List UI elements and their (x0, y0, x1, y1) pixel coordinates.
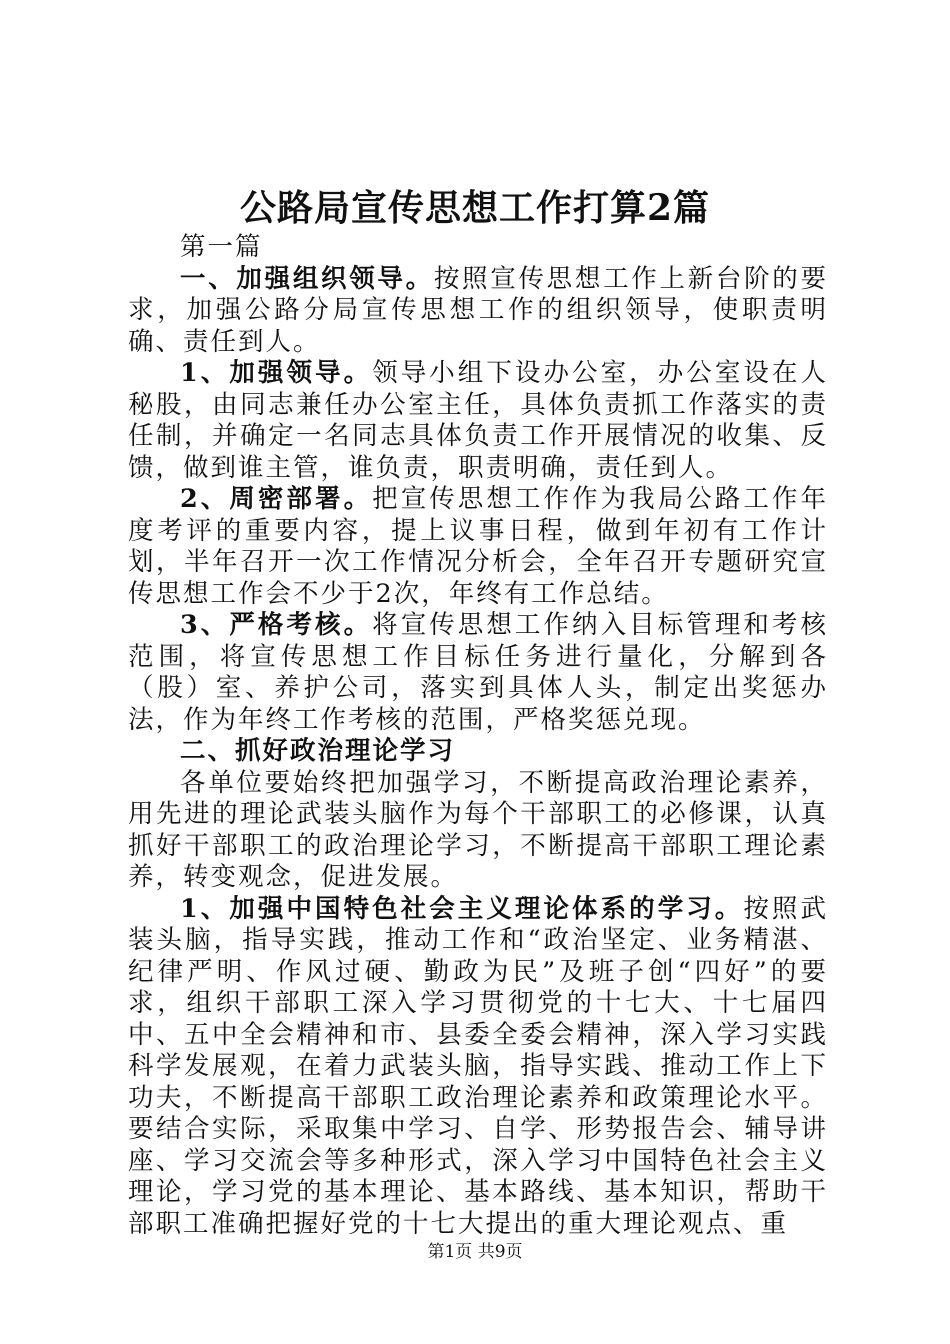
paragraph-heading: 1、加强领导。 (180, 358, 373, 388)
page-footer: 第1页 共9页 (427, 1242, 523, 1262)
paragraph-text: 把宣传思想工作作为我局公路工作年度考评的重要内容，提上议事日程，做到年初有工作计划，半年召开一次工作情况分析会，全年召开专题研究宣传思想工作会不少于2次，年终有工作总结。 (128, 484, 828, 609)
paragraph (128, 768, 828, 894)
paragraph-text: 各单位要始终把加强学习，不断提高政治理论素养，用先进的理论武装头脑作为每个干部职工的必修课，认真抓好干部职工的政治理论学习，不断提高干部职工理论素养，转变观念，促进发展。 (128, 767, 828, 892)
paragraph-text: 按照武装头脑，指导实践，推动工作和“政治坚定、业务精湛、纪律严明、作风过硬、勤政为民”及班子创“四好”的要求，组织干部职工深入学习贯彻党的十七大、十七届四中、五中全会精神和市、县委全委会精神，深入学习实践科学发展观，在着力武装头脑，指导实践、推动工作上下功夫，不断提高干部职工政治理论素养和政策理论水平。要结合实际，采取集中学习、自学、形势报告会、辅导讲座、学习交流会等多种形式，深入学习中国特色社会主义理论，学习党的基本理论、基本路线、基本知识，帮助干部职工准确把握好党的十七大提出的重大理论观点、重 (128, 893, 828, 1239)
section-label: 第一篇 (180, 232, 263, 262)
paragraph-text: 按照宣传思想工作上新台阶的要求，加强公路分局宣传思想工作的组织领导，使职责明确、责任到人。 (128, 263, 828, 357)
paragraph-heading: 二、抓好政治理论学习 (180, 736, 456, 766)
paragraph (128, 484, 828, 610)
paragraph-heading: 1、加强中国特色社会主义理论体系的学习。 (180, 893, 744, 924)
paragraph (128, 264, 828, 359)
paragraph (128, 894, 828, 1241)
section-heading (128, 736, 828, 768)
paragraph-text: 将宣传思想工作纳入目标管理和考核范围，将宣传思想工作目标任务进行量化，分解到各（股）室、养护公司，落实到具体人头，制定出奖惩办法，作为年终工作考核的范围，严格奖惩兑现。 (128, 610, 828, 735)
document-body (128, 232, 828, 1240)
page-title: 公路局宣传思想工作打算2篇 (239, 187, 711, 229)
paragraph-heading: 3、严格考核。 (180, 610, 373, 640)
paragraph-heading: 一、加强组织领导。 (180, 263, 434, 294)
paragraph (128, 358, 828, 484)
paragraph-heading: 2、周密部署。 (180, 484, 373, 514)
paragraph-text: 领导小组下设办公室，办公室设在人秘股，由同志兼任办公室主任，具体负责抓工作落实的责任制，并确定一名同志具体负责工作开展情况的收集、反馈，做到谁主管，谁负责，职责明确，责任到人。 (128, 358, 828, 483)
paragraph (128, 610, 828, 736)
